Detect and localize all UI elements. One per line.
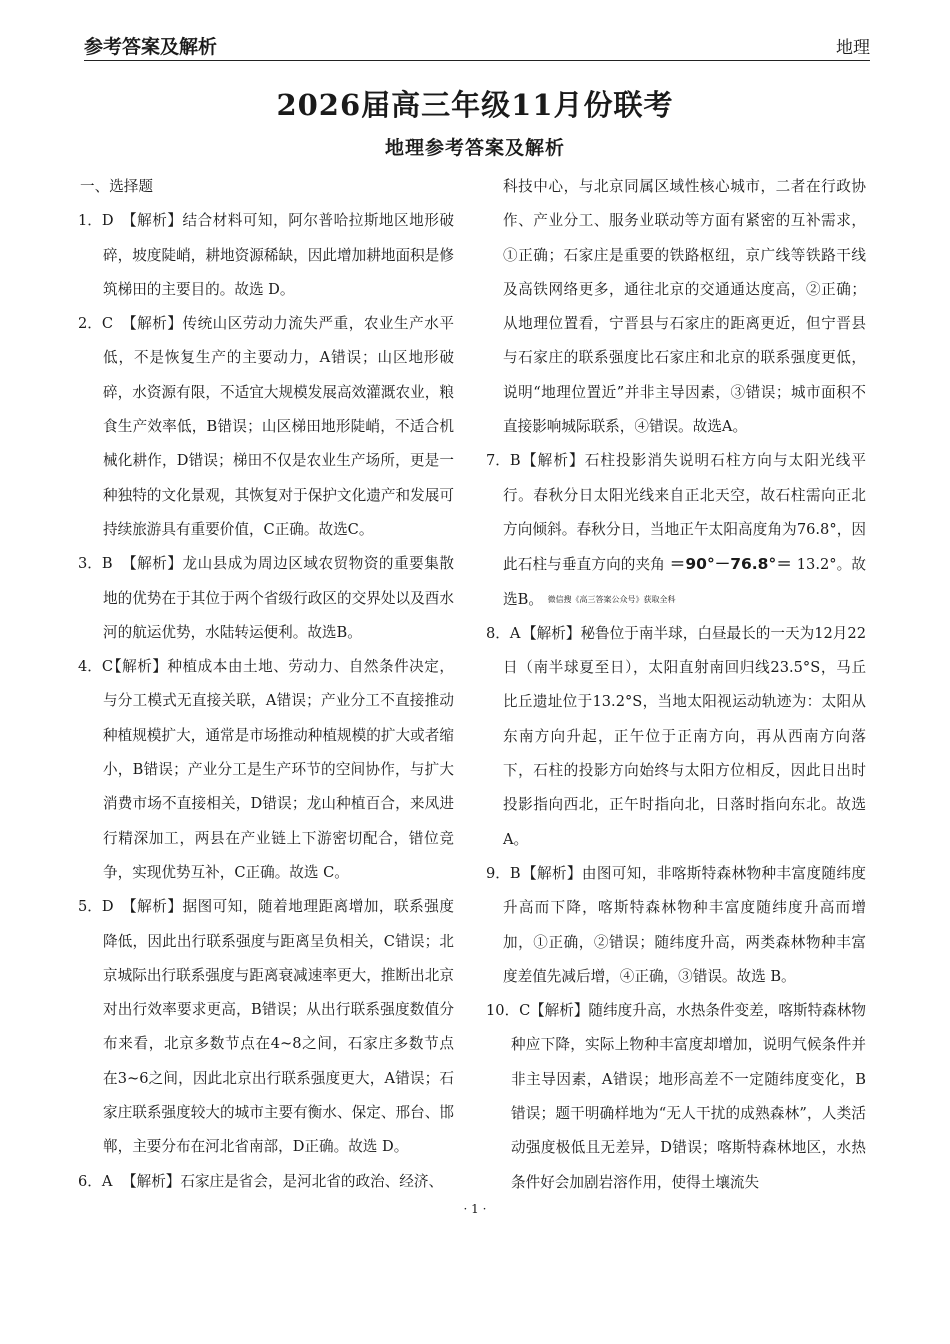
answer-item-9 xyxy=(486,857,866,994)
answer-item-10 xyxy=(486,994,866,1200)
answer-text: 【解析】石柱投影消失说明石柱方向与太阳光线平行。春秋分日太阳光线来自正北天空，故石柱需向正北方向倾斜。春秋分日，当地正午太阳高度角为76.8°，因此石柱与垂直方向的夹角 xyxy=(503,452,866,574)
answer-text: 【解析】种植成本由土地、劳动力、自然条件决定，与分工模式无直接关联，A错误；产业分工不直接推动种植规模扩大，通常是市场推动种植规模的扩大或者缩小，B错误；产业分工是生产环节的空间协作，与扩大消费市场不直接相关，D错误；龙山种植百合，来凤进行精深加工，两县在产业链上下游密切配合，错位竞争，实现优势互补，C正确。故选 C。 xyxy=(103,658,454,881)
answer-item-5 xyxy=(78,890,454,1164)
answer-text: 【解析】秘鲁位于南半球，白昼最长的一天为12月22 日（南半球夏至日），太阳直射南回归线23.5°S，马丘比丘遗址位于13.2°S，当地太阳视运动轨迹为：太阳从东南方向升起，正午位于正南方向，再从西南方向落下，石柱的投影方向始终与太阳方位相反，因此日出时投影指向西北，正午时指向北，日落时指向东北。故选 A。 xyxy=(503,624,866,848)
answer-item-2 xyxy=(78,307,454,547)
answer-number: 1．D xyxy=(78,212,114,230)
answer-text: 【解析】结合材料可知，阿尔普哈拉斯地区地形破碎，坡度陡峭，耕地资源稀缺，因此增加耕地面积是修筑梯田的主要目的。故选 D。 xyxy=(103,212,454,298)
answer-item-7 xyxy=(486,444,866,616)
answer-number: 3．B xyxy=(78,555,113,573)
header-left-title: 参考答案及解析 xyxy=(84,36,218,58)
right-column xyxy=(486,170,866,1200)
header-subject: 地理 xyxy=(836,38,870,58)
answer-number: 5．D xyxy=(78,898,114,916)
answer-number: 2．C xyxy=(78,315,114,333)
answer-text: 【解析】由图可知，非喀斯特森林物种丰富度随纬度升高而下降，喀斯特森林物种丰富度随纬度升高而增加，①正确，②错误；随纬度升高，两类森林物种丰富度差值先减后增，④正确，③错误。故选 B。 xyxy=(503,864,866,985)
answer-item-3 xyxy=(78,547,454,650)
section-heading: 一、选择题 xyxy=(80,178,153,195)
answer-number: 8．A xyxy=(486,624,521,642)
page-header xyxy=(84,30,870,61)
answer-text-continued: 科技中心，与北京同属区域性核心城市，二者在行政协作、产业分工、服务业联动等方面有紧密的互补需求，①正确；石家庄是重要的铁路枢纽，京广线等铁路干线及高铁网络更多，通往北京的交通通达度高，②正确；从地理位置看，宁晋县与石家庄的距离更近，但宁晋县与石家庄的联系强度比石家庄和北京的联系强度更低，说明“地理位置近”并非主导因素，③错误；城市面积不直接影响城际联系，④错误。故选A。 xyxy=(503,178,866,436)
answer-text: 【解析】据图可知，随着地理距离增加，联系强度降低，因此出行联系强度与距离呈负相关，C错误；北京城际出行联系强度与距离衰减速率更大，推断出北京对出行效率要求更高，B错误；从出行联系强度数值分布来看，北京多数节点在4~8之间，石家庄多数节点在3~6之间，因此北京出行联系强度更大，A错误；石家庄联系强度较大的城市主要有衡水、保定、邢台、邯郸，主要分布在河北省南部，D正确。故选 D。 xyxy=(103,898,454,1156)
answer-text-end: 13.2°。故选B。 xyxy=(503,556,867,608)
answer-number: 10．C xyxy=(486,1002,531,1020)
answer-text: 【解析】传统山区劳动力流失严重，农业生产水平低，不是恢复生产的主要动力，A错误；山区地形破碎，水资源有限，不适宜大规模发展高效灌溉农业，粮食生产效率低，B错误；山区梯田地形陡峭，不适合机械化耕作，D错误；梯田不仅是农业生产场所，更是一种独特的文化景观，其恢复对于保护文化遗产和发展可持续旅游具有重要价值，C正确。故选C。 xyxy=(103,315,454,538)
answer-item-6 xyxy=(78,1165,454,1199)
angle-formula: ＝90°－76.8°＝ xyxy=(669,555,792,574)
document-title: 2026届高三年级11月份联考 xyxy=(276,88,674,122)
left-column xyxy=(78,170,454,1199)
answer-number: 4．C xyxy=(78,658,114,676)
answer-item-4 xyxy=(78,650,454,890)
answer-item-8 xyxy=(486,617,866,857)
watermark-note: 微信搜《高三答案公众号》获取全科 xyxy=(547,594,676,604)
document-subtitle: 地理参考答案及解析 xyxy=(384,137,565,159)
answer-number: 9．B xyxy=(486,864,521,882)
answer-number: 6．A xyxy=(78,1172,113,1190)
answer-text: 【解析】随纬度升高，水热条件变差，喀斯特森林物种应下降，实际上物种丰富度却增加，说明气候条件并非主导因素，A错误；地形高差不一定随纬度变化，B错误；题干明确样地为“无人干扰的成熟森林”，人类活动强度极低且无差异，D错误；喀斯特森林地区，水热条件好会加剧岩溶作用，使得土壤流失 xyxy=(511,1002,866,1191)
answer-item-1 xyxy=(78,204,454,307)
answer-text-part: 【解析】石家庄是省会，是河北省的政治、经济、 xyxy=(122,1172,444,1190)
answer-text: 【解析】龙山县成为周边区域农贸物资的重要集散地的优势在于其位于两个省级行政区的交界处以及酉水河的航运优势，水陆转运便利。故选B。 xyxy=(103,555,454,641)
answer-number: 7．B xyxy=(486,452,521,470)
page-number: · 1 · xyxy=(463,1202,487,1216)
answer-item-6-continued xyxy=(486,170,866,444)
